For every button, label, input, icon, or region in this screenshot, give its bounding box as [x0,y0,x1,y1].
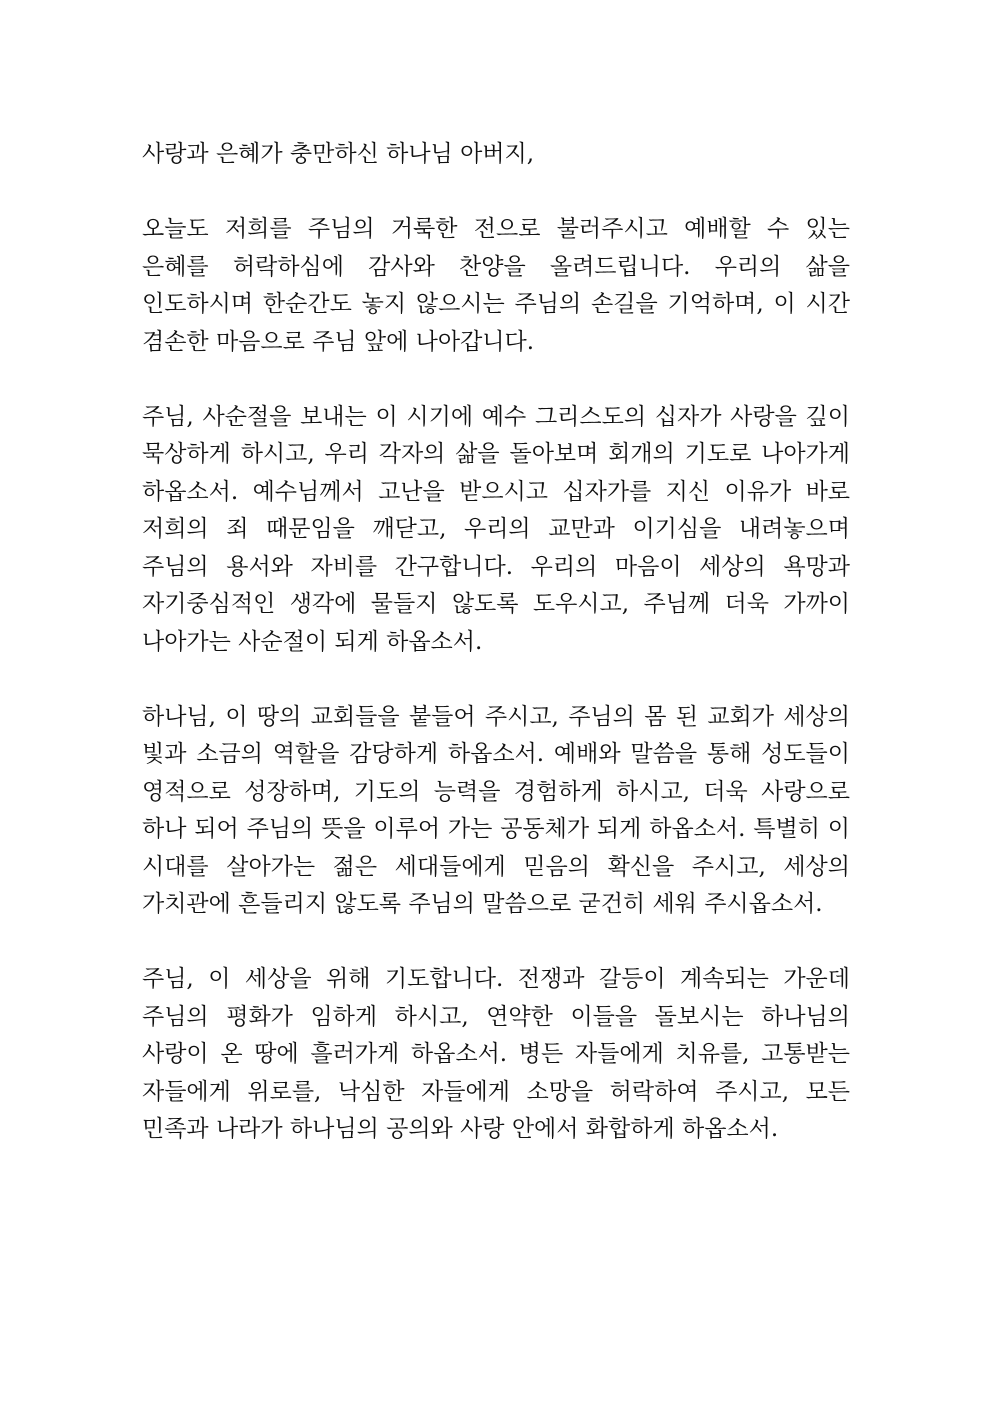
paragraph-lent-repentance: 주님, 사순절을 보내는 이 시기에 예수 그리스도의 십자가 사랑을 깊이 묵상하게 하시고, 우리 각자의 삶을 돌아보며 회개의 기도로 나아가게 하옵소서. 예수님께서 고난을 받으시고 십자가를 지신 이유가 바로 저희의 죄 때문임을 깨닫고, 우리의 교만과 이기심을 내려놓으며 주님의 용서와 자비를 간구합니다. 우리의 마음이 세상의 욕망과 자기중심적인 생각에 물들지 않도록 도우시고, 주님께 더욱 가까이 나아가는 사순절이 되게 하옵소서. [142,403,850,655]
paragraph-churches: 하나님, 이 땅의 교회들을 붙들어 주시고, 주님의 몸 된 교회가 세상의 빛과 소금의 역할을 감당하게 하옵소서. 예배와 말씀을 통해 성도들이 영적으로 성장하며, 기도의 능력을 경험하게 하시고, 더욱 사랑으로 하나 되어 주님의 뜻을 이루어 가는 공동체가 되게 하옵소서. 특별히 이 시대를 살아가는 젊은 세대들에게 믿음의 확신을 주시고, 세상의 가치관에 흔들리지 않도록 주님의 말씀으로 굳건히 세워 주시옵소서. [142,703,850,917]
prayer-text [142,136,850,1186]
salutation: 사랑과 은혜가 충만하신 하나님 아버지, [142,141,535,167]
paragraph-thanksgiving: 오늘도 저희를 주님의 거룩한 전으로 불러주시고 예배할 수 있는 은혜를 허락하심에 감사와 찬양을 올려드립니다. 우리의 삶을 인도하시며 한순간도 놓지 않으시는 주님의 손길을 기억하며, 이 시간 겸손한 마음으로 주님 앞에 나아갑니다. [142,216,850,355]
paragraph-world: 주님, 이 세상을 위해 기도합니다. 전쟁과 갈등이 계속되는 가운데 주님의 평화가 임하게 하시고, 연약한 이들을 돌보시는 하나님의 사랑이 온 땅에 흘러가게 하옵소서. 병든 자들에게 치유를, 고통받는 자들에게 위로를, 낙심한 자들에게 소망을 허락하여 주시고, 모든 민족과 나라가 하나님의 공의와 사랑 안에서 화합하게 하옵소서. [142,966,850,1142]
